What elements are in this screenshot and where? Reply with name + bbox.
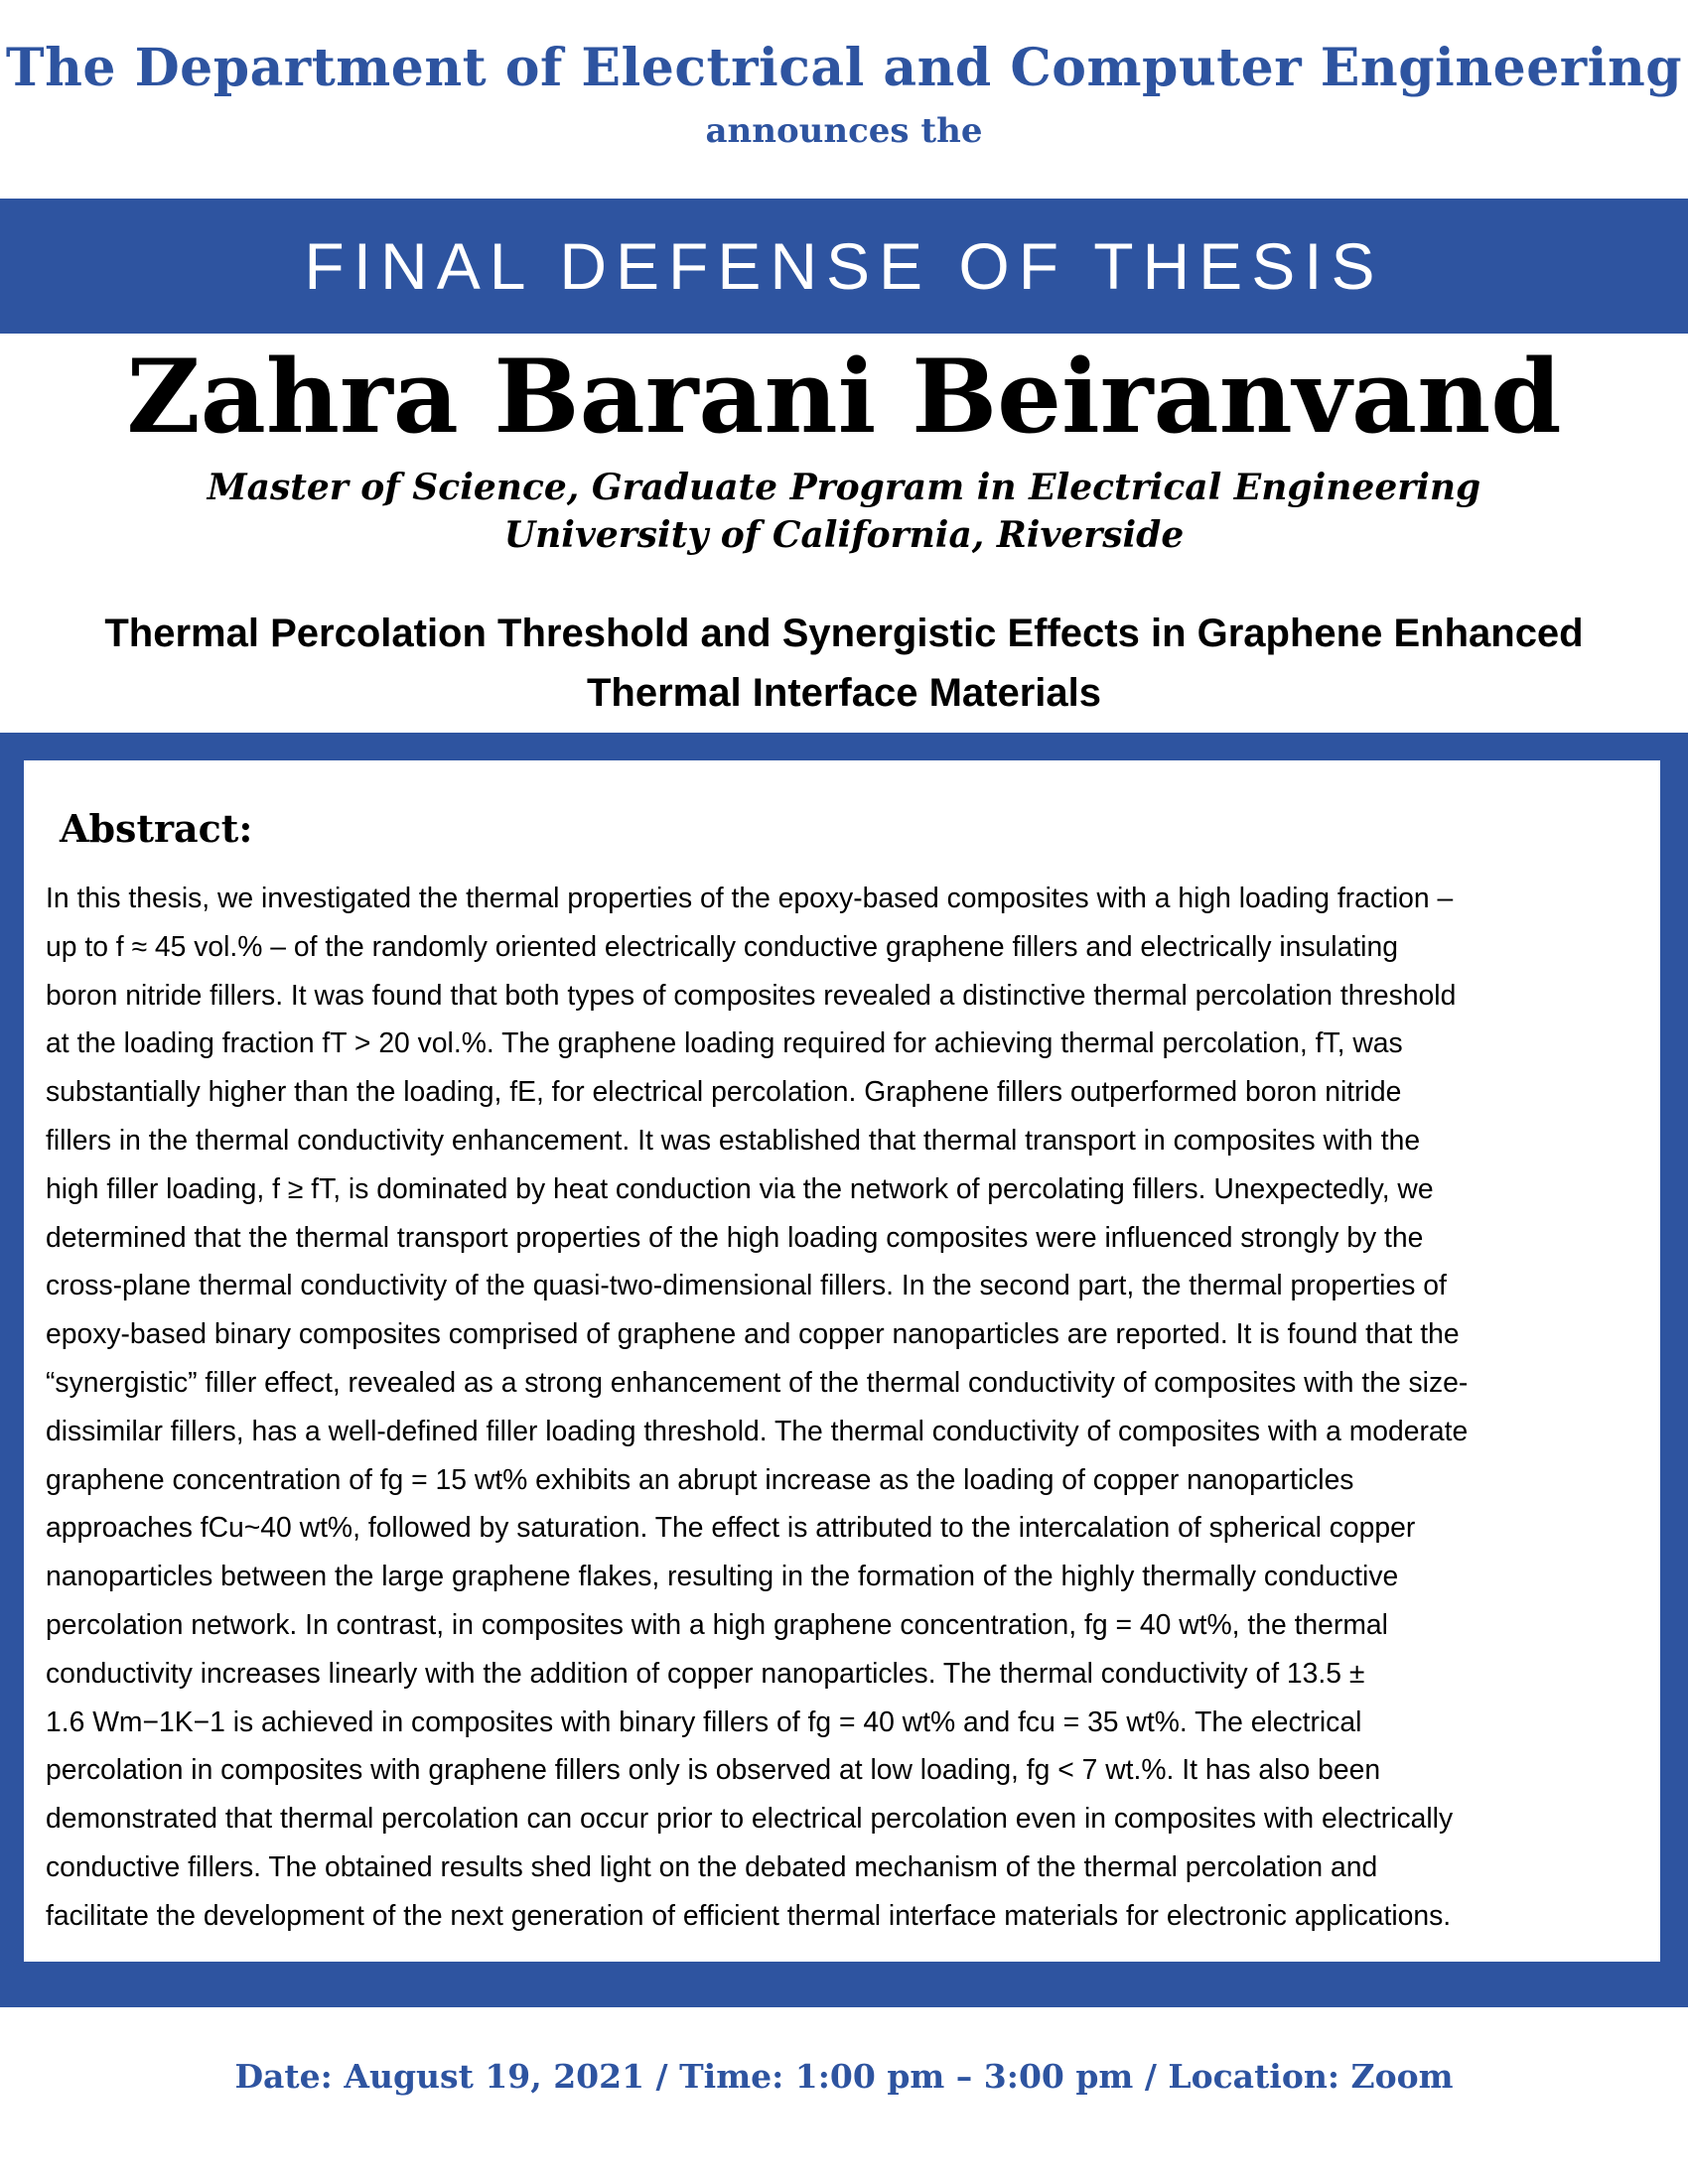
thesis-title-line: Thermal Interface Materials	[587, 671, 1101, 715]
abstract-line: dissimilar fillers, has a well-defined filler loading threshold. The thermal conductivity of composites with a moderate	[46, 1414, 1469, 1446]
thesis-title	[40, 604, 1648, 723]
abstract-line: demonstrated that thermal percolation can occur prior to electrical percolation even in composites with electrically	[46, 1802, 1454, 1835]
banner-title: FINAL DEFENSE OF THESIS	[304, 229, 1384, 303]
abstract-line: In this thesis, we investigated the thermal properties of the epoxy-based composites with a high loading fraction –	[46, 882, 1454, 913]
abstract-line: percolation network. In contrast, in composites with a high graphene concentration, fg = 40 wt%, the thermal	[46, 1607, 1388, 1640]
thesis-title-line: Thermal Percolation Threshold and Synergistic Effects in Graphene Enhanced	[104, 612, 1584, 655]
abstract-line: cross-plane thermal conductivity of the quasi-two-dimensional fillers. In the second part, the thermal properties of	[46, 1269, 1447, 1301]
event-details: Date: August 19, 2021 / Time: 1:00 pm – 3:00 pm / Location: Zoom	[234, 2057, 1454, 2096]
abstract-line: high filler loading, f ≥ fT, is dominated by heat conduction via the network of percolating fillers. Unexpectedly, we	[46, 1171, 1434, 1204]
abstract-line: up to f ≈ 45 vol.% – of the randomly oriented electrically conductive graphene fillers and electrically insulating	[46, 929, 1398, 962]
abstract-line: boron nitride fillers. It was found that both types of composites revealed a distinctive thermal percolation threshold	[46, 978, 1457, 1011]
abstract-line: conductivity increases linearly with the addition of copper nanoparticles. The thermal conductivity of 13.5 ±	[46, 1656, 1365, 1689]
candidate-name: Zahra Barani Beiranvand	[126, 338, 1562, 457]
abstract-line: approaches fCu~40 wt%, followed by saturation. The effect is attributed to the intercalation of spherical copper	[46, 1511, 1416, 1544]
abstract-frame	[0, 733, 1688, 2007]
abstract-line: at the loading fraction fT > 20 vol.%. The graphene loading required for achieving thermal percolation, fT, was	[46, 1026, 1403, 1059]
abstract-heading: Abstract:	[60, 806, 253, 851]
abstract-line: fillers in the thermal conductivity enhancement. It was established that thermal transport in composites with the	[46, 1123, 1421, 1156]
abstract-line: facilitate the development of the next generation of efficient thermal interface materials for electronic applications.	[46, 1898, 1452, 1931]
abstract-line: graphene concentration of fg = 15 wt% exhibits an abrupt increase as the loading of copper nanoparticles	[46, 1462, 1354, 1495]
abstract-line: determined that the thermal transport properties of the high loading composites were influenced strongly by the	[46, 1220, 1424, 1253]
abstract-line: conductive fillers. The obtained results shed light on the debated mechanism of the thermal percolation and	[46, 1849, 1378, 1882]
abstract-line: percolation in composites with graphene fillers only is observed at low loading, fg < 7 wt.%. It has also been	[46, 1753, 1381, 1786]
department-heading: The Department of Electrical and Computer Engineering	[5, 38, 1683, 98]
abstract-line: substantially higher than the loading, fE, for electrical percolation. Graphene fillers outperformed boron nitride	[46, 1075, 1402, 1108]
title-banner	[0, 199, 1688, 334]
abstract-body	[46, 874, 1638, 1940]
announces-text: announces the	[705, 111, 983, 151]
abstract-line: “synergistic” filler effect, revealed as a strong enhancement of the thermal conductivity of composites with the size-	[46, 1365, 1469, 1398]
abstract-line: epoxy-based binary composites comprised of graphene and copper nanoparticles are reported. It is found that the	[46, 1317, 1460, 1350]
abstract-line: nanoparticles between the large graphene flakes, resulting in the formation of the highly thermally conductive	[46, 1560, 1399, 1592]
abstract-line: 1.6 Wm−1K−1 is achieved in composites with binary fillers of fg = 40 wt% and fcu = 35 wt%. The electrical	[46, 1705, 1362, 1737]
degree-program: Master of Science, Graduate Program in Electrical Engineering	[207, 467, 1481, 508]
abstract-panel	[24, 760, 1660, 1962]
university-name: University of California, Riverside	[503, 514, 1185, 556]
